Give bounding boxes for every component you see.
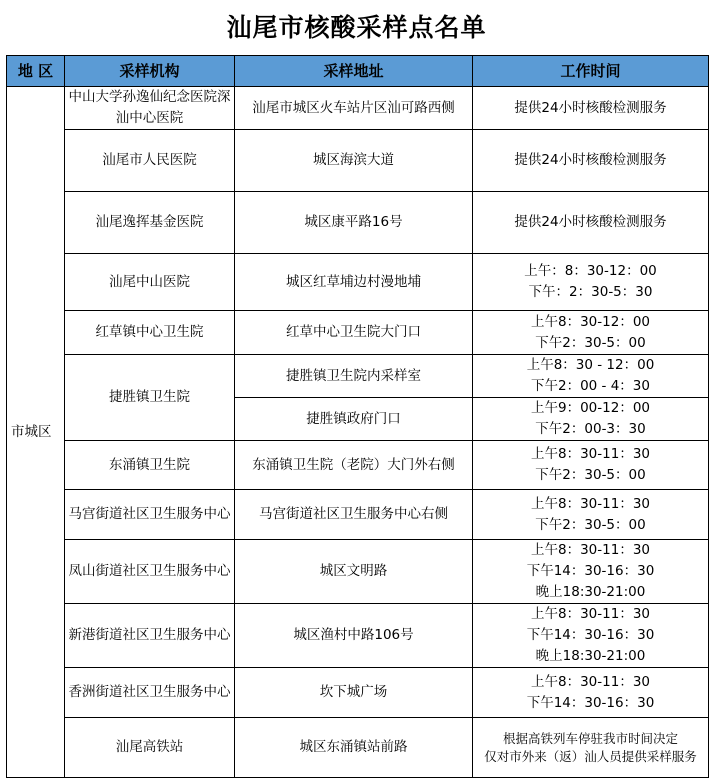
hours-line: 下午14：30-16：30 bbox=[526, 563, 655, 579]
hours-line: 根据高铁列车停驻我市时间决定 bbox=[502, 730, 678, 746]
hours-cell bbox=[473, 490, 709, 540]
hours-line: 晚上18:30-21:00 bbox=[535, 648, 646, 664]
header-address: 采样地址 bbox=[235, 56, 473, 87]
address-cell: 东涌镇卫生院（老院）大门外右侧 bbox=[235, 441, 473, 490]
table-row bbox=[7, 311, 709, 355]
hours-line: 上午8：30-11：30 bbox=[531, 446, 650, 462]
hours-line: 上午8：30-11：30 bbox=[531, 542, 650, 558]
address-cell: 城区海滨大道 bbox=[235, 130, 473, 192]
region-cell: 市城区 bbox=[7, 87, 65, 778]
hours-cell bbox=[473, 441, 709, 490]
table-header-row bbox=[7, 56, 709, 87]
hours-line: 仅对市外来（返）汕人员提供采样服务 bbox=[484, 748, 697, 764]
hours-line: 晚上18:30-21:00 bbox=[535, 584, 646, 600]
header-institution: 采样机构 bbox=[65, 56, 235, 87]
institution-cell: 中山大学孙逸仙纪念医院深汕中心医院 bbox=[65, 87, 235, 130]
hours-cell bbox=[473, 604, 709, 668]
table-row bbox=[7, 192, 709, 254]
institution-cell: 汕尾市人民医院 bbox=[65, 130, 235, 192]
table-row bbox=[7, 87, 709, 130]
table-row bbox=[7, 254, 709, 311]
hours-line: 提供24小时核酸检测服务 bbox=[514, 99, 667, 116]
hours-cell bbox=[473, 540, 709, 604]
hours-line: 下午2：30-5：00 bbox=[535, 516, 646, 533]
sampling-sites-table bbox=[6, 55, 709, 778]
hours-line: 提供24小时核酸检测服务 bbox=[514, 152, 667, 168]
institution-cell: 汕尾逸挥基金医院 bbox=[65, 192, 235, 254]
hours-line: 上午8：30-11：30 bbox=[531, 495, 650, 512]
hours-cell bbox=[473, 398, 709, 441]
institution-cell: 汕尾中山医院 bbox=[65, 254, 235, 311]
hours-cell bbox=[473, 668, 709, 718]
address-cell: 城区东涌镇站前路 bbox=[235, 718, 473, 778]
address-cell: 捷胜镇政府门口 bbox=[235, 398, 473, 441]
hours-cell bbox=[473, 254, 709, 311]
hours-line: 上午8：30-11：30 bbox=[531, 606, 650, 622]
address-cell: 城区渔村中路106号 bbox=[235, 604, 473, 668]
hours-line: 上午：8：30-12：00 bbox=[524, 263, 657, 279]
header-region: 地 区 bbox=[7, 56, 65, 87]
hours-line: 下午2：00-3：30 bbox=[535, 421, 646, 437]
address-cell: 城区文明路 bbox=[235, 540, 473, 604]
address-cell: 城区红草埔边村漫地埔 bbox=[235, 254, 473, 311]
address-cell: 红草中心卫生院大门口 bbox=[235, 311, 473, 355]
hours-line: 下午14：30-16：30 bbox=[526, 694, 655, 711]
table-row bbox=[7, 441, 709, 490]
hours-line: 下午14：30-16：30 bbox=[526, 627, 655, 643]
hours-cell bbox=[473, 87, 709, 130]
hours-cell bbox=[473, 718, 709, 778]
hours-line: 上午8：30-11：30 bbox=[531, 673, 650, 690]
header-hours: 工作时间 bbox=[473, 56, 709, 87]
table-row bbox=[7, 604, 709, 668]
table-row bbox=[7, 718, 709, 778]
hours-line: 下午2：30-5：00 bbox=[535, 467, 646, 483]
institution-cell: 凤山街道社区卫生服务中心 bbox=[65, 540, 235, 604]
table-row bbox=[7, 355, 709, 398]
address-cell: 马宫街道社区卫生服务中心右侧 bbox=[235, 490, 473, 540]
hours-cell bbox=[473, 130, 709, 192]
hours-line: 下午：2：30-5：30 bbox=[528, 284, 653, 300]
institution-cell: 新港街道社区卫生服务中心 bbox=[65, 604, 235, 668]
institution-cell: 香洲街道社区卫生服务中心 bbox=[65, 668, 235, 718]
table-row bbox=[7, 540, 709, 604]
hours-line: 上午8：30 - 12：00 bbox=[526, 357, 655, 373]
hours-line: 下午2：30-5：00 bbox=[535, 334, 646, 351]
institution-cell: 红草镇中心卫生院 bbox=[65, 311, 235, 355]
hours-line: 上午9：00-12：00 bbox=[531, 400, 650, 416]
institution-cell: 捷胜镇卫生院 bbox=[65, 355, 235, 441]
hours-cell bbox=[473, 192, 709, 254]
address-cell: 坎下城广场 bbox=[235, 668, 473, 718]
hours-cell bbox=[473, 311, 709, 355]
institution-cell: 汕尾高铁站 bbox=[65, 718, 235, 778]
page-title: 汕尾市核酸采样点名单 bbox=[226, 13, 487, 42]
institution-cell: 东涌镇卫生院 bbox=[65, 441, 235, 490]
table-row bbox=[7, 668, 709, 718]
address-cell: 捷胜镇卫生院内采样室 bbox=[235, 355, 473, 398]
hours-cell bbox=[473, 355, 709, 398]
table-row bbox=[7, 490, 709, 540]
address-cell: 汕尾市城区火车站片区汕可路西侧 bbox=[235, 87, 473, 130]
table-row bbox=[7, 130, 709, 192]
hours-line: 提供24小时核酸检测服务 bbox=[514, 214, 667, 230]
hours-line: 下午2：00 - 4：30 bbox=[531, 378, 650, 394]
institution-cell: 马宫街道社区卫生服务中心 bbox=[65, 490, 235, 540]
address-cell: 城区康平路16号 bbox=[235, 192, 473, 254]
hours-line: 上午8：30-12：00 bbox=[531, 313, 650, 330]
